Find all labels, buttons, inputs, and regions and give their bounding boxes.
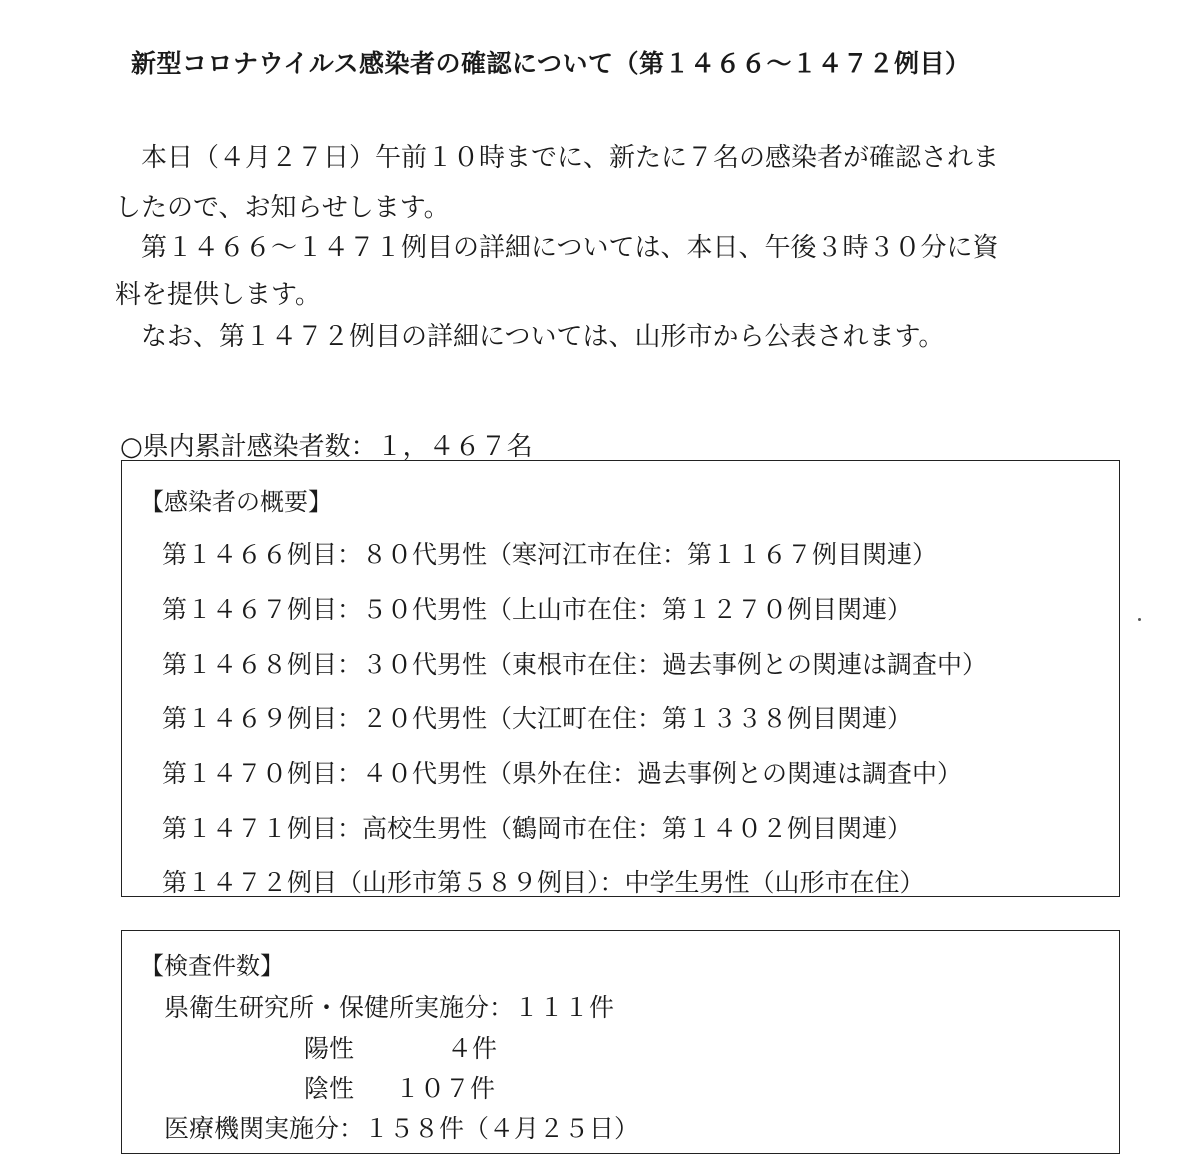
announcement-line-2: したので、お知らせします。	[115, 193, 450, 223]
case-summary-box	[121, 460, 1120, 897]
scan-speck	[1138, 618, 1141, 621]
cumulative-count: ○県内累計感染者数：１，４６７名	[120, 432, 533, 462]
negative-label: 陰性	[304, 1074, 355, 1103]
medical-test-count: 医療機関実施分：１５８件（４月２５日）	[164, 1114, 640, 1143]
announcement-line-5: なお、第１４７２例目の詳細については、山形市から公表されます。	[115, 322, 945, 352]
case-row: 第１４６６例目：８０代男性（寒河江市在住：第１１６７例目関連）	[162, 540, 938, 569]
test-count-heading: 【検査件数】	[140, 952, 284, 980]
announcement-line-4: 料を提供します。	[115, 280, 321, 310]
positive-count: ４件	[447, 1034, 498, 1063]
case-row: 第１４６８例目：３０代男性（東根市在住：過去事例との関連は調査中）	[162, 650, 988, 679]
case-row: 第１４７１例目：高校生男性（鶴岡市在住：第１４０２例目関連）	[162, 814, 913, 843]
page-title: 新型コロナウイルス感染者の確認について（第１４６６～１４７２例目）	[131, 49, 971, 78]
announcement-line-1: 本日（４月２７日）午前１０時までに、新たに７名の感染者が確認されま	[115, 143, 1000, 173]
announcement-line-3: 第１４６６～１４７１例目の詳細については、本日、午後３時３０分に資	[115, 233, 999, 263]
negative-count: １０７件	[395, 1074, 496, 1103]
test-count-box	[121, 930, 1120, 1154]
case-row: 第１４６９例目：２０代男性（大江町在住：第１３３８例目関連）	[162, 704, 913, 733]
case-row: 第１４７０例目：４０代男性（県外在住：過去事例との関連は調査中）	[162, 759, 963, 788]
case-summary-heading: 【感染者の概要】	[140, 488, 332, 516]
positive-label: 陽性	[304, 1034, 355, 1063]
case-row: 第１４６７例目：５０代男性（上山市在住：第１２７０例目関連）	[162, 595, 913, 624]
case-row: 第１４７２例目（山形市第５８９例目）：中学生男性（山形市在住）	[162, 868, 925, 897]
lab-test-count: 県衛生研究所・保健所実施分：１１１件	[164, 993, 615, 1022]
